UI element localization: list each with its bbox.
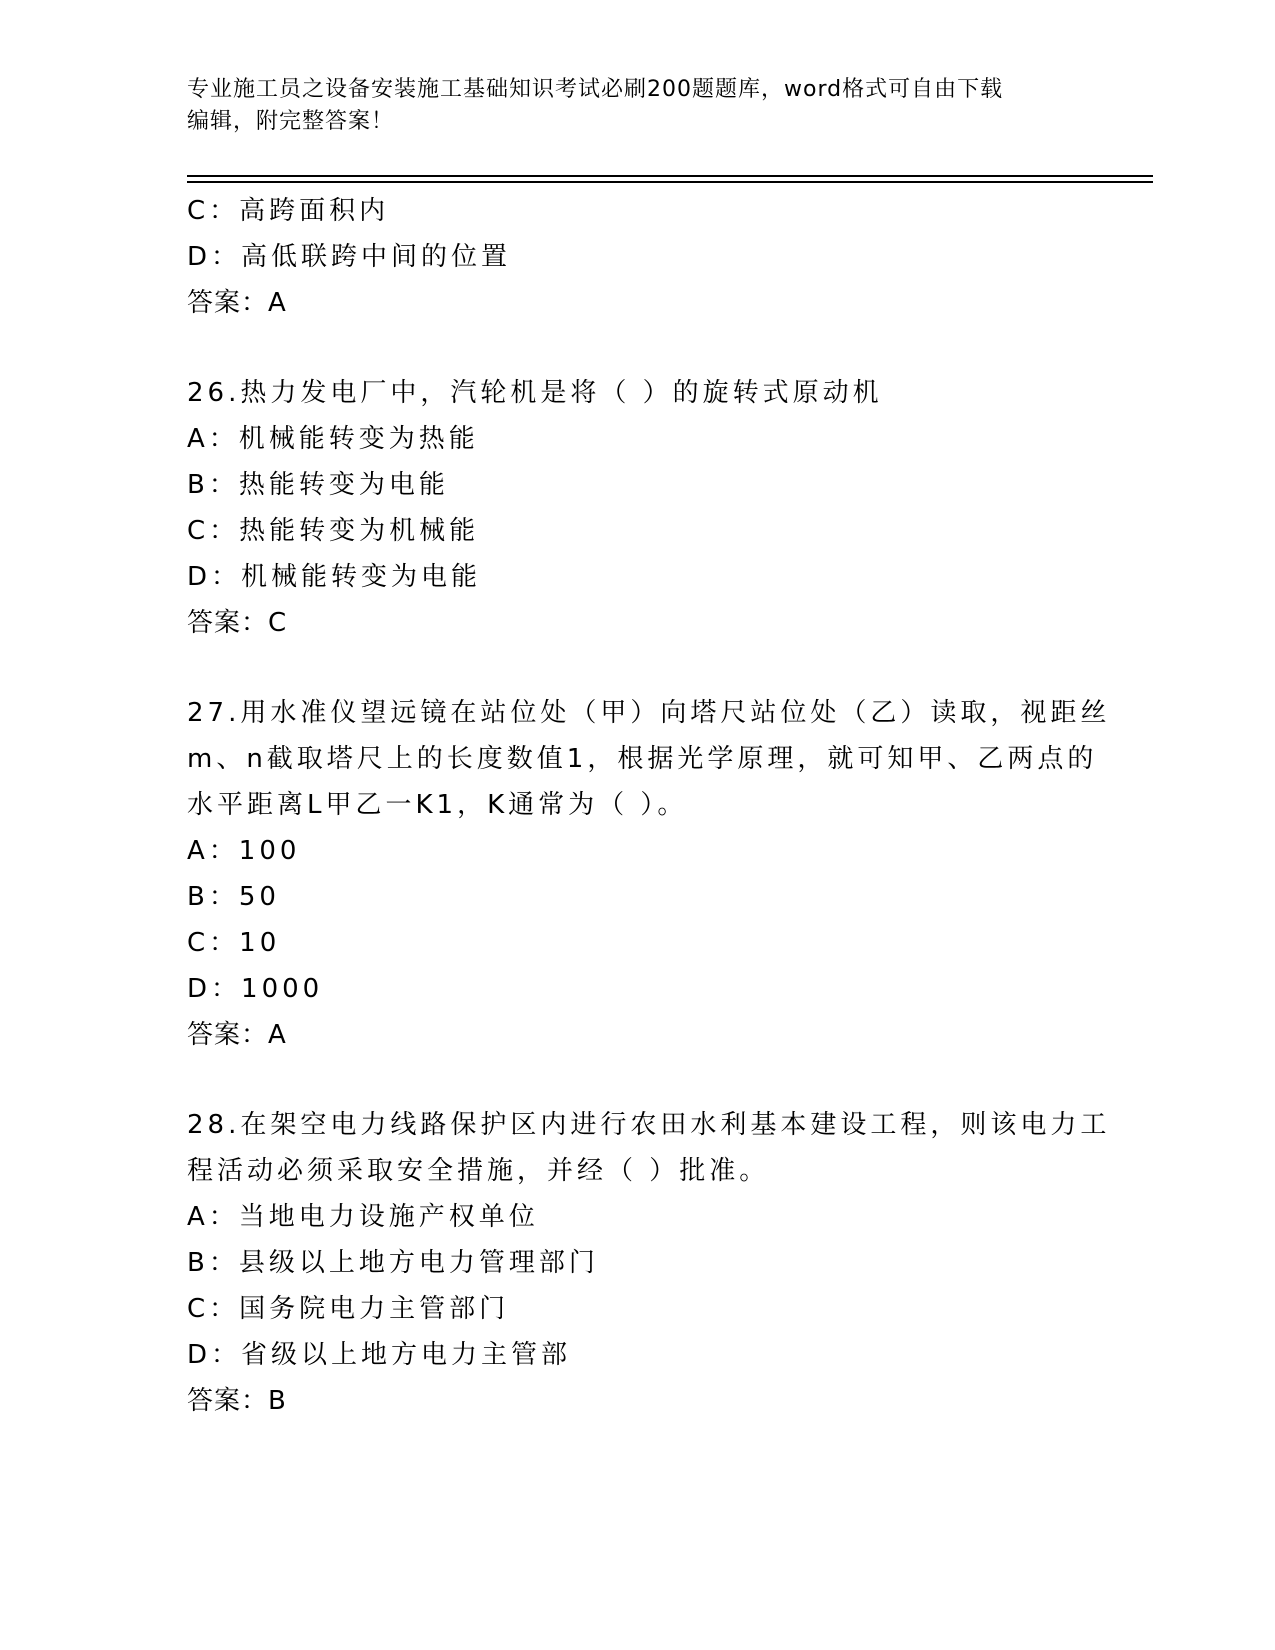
option-d: D：高低联跨中间的位置 xyxy=(187,242,512,272)
header-divider-bottom xyxy=(187,181,1153,183)
option-d: D：省级以上地方电力主管部 xyxy=(187,1340,572,1370)
option-a: A：机械能转变为热能 xyxy=(187,424,479,454)
header-title-line-1: 专业施工员之设备安装施工基础知识考试必刷200题题库，word格式可自由下载 xyxy=(187,77,1004,102)
option-b: B：县级以上地方电力管理部门 xyxy=(187,1248,599,1278)
option-c: C：热能转变为机械能 xyxy=(187,516,480,546)
option-c: C：10 xyxy=(187,928,281,958)
question-text-line-1: 28.在架空电力线路保护区内进行农田水利基本建设工程，则该电力工 xyxy=(187,1110,1111,1140)
option-c: C：高跨面积内 xyxy=(187,196,390,226)
answer-line: 答案：A xyxy=(187,1020,287,1050)
option-a: A：当地电力设施产权单位 xyxy=(187,1202,539,1232)
header-title-line-2: 编辑，附完整答案！ xyxy=(187,109,395,134)
option-d: D：1000 xyxy=(187,974,324,1004)
option-d: D：机械能转变为电能 xyxy=(187,562,482,592)
answer-line: 答案：A xyxy=(187,288,287,318)
question-text-line-3: 水平距离L甲乙一K1，K通常为（ ）。 xyxy=(187,790,688,820)
question-text-line-1: 27.用水准仪望远镜在站位处（甲）向塔尺站位处（乙）读取，视距丝 xyxy=(187,698,1111,728)
question-text-line-2: m、n截取塔尺上的长度数值1，根据光学原理，就可知甲、乙两点的 xyxy=(187,744,1098,774)
question-27 xyxy=(187,690,1111,1058)
answer-line: 答案：C xyxy=(187,608,288,638)
option-a: A：100 xyxy=(187,836,301,866)
option-b: B：50 xyxy=(187,882,280,912)
spacer xyxy=(187,646,1087,690)
question-26 xyxy=(187,370,1087,646)
option-b: B：热能转变为电能 xyxy=(187,470,449,500)
spacer xyxy=(187,1058,1087,1102)
option-c: C：国务院电力主管部门 xyxy=(187,1294,510,1324)
question-text: 26.热力发电厂中，汽轮机是将（ ）的旋转式原动机 xyxy=(187,378,883,408)
page-header xyxy=(187,74,1067,138)
question-25-fragment xyxy=(187,188,1087,326)
header-divider-top xyxy=(187,175,1153,177)
question-list xyxy=(187,188,1111,1424)
question-text-line-2: 程活动必须采取安全措施，并经（ ）批准。 xyxy=(187,1156,770,1186)
answer-line: 答案：B xyxy=(187,1386,287,1416)
question-28 xyxy=(187,1102,1111,1424)
spacer xyxy=(187,326,1087,370)
